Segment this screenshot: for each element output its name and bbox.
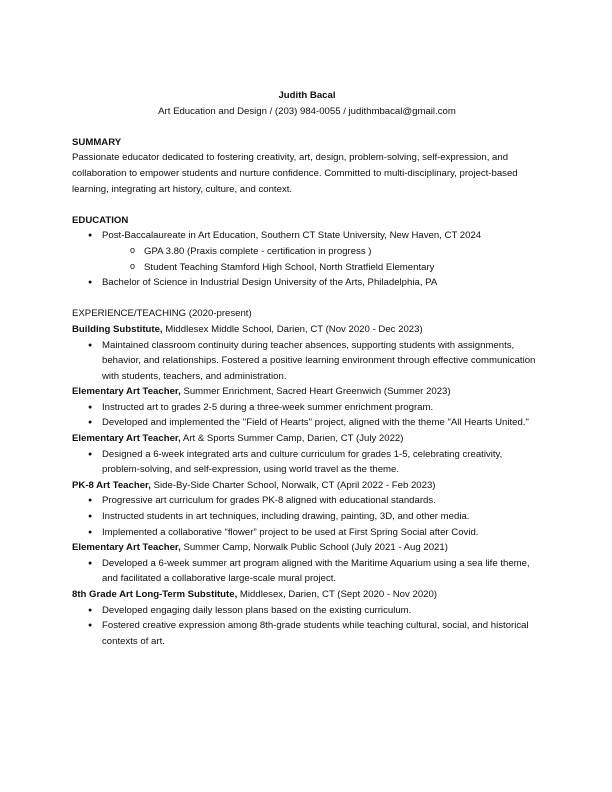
education-item: ● Post-Baccalaureate in Art Education, Southern CT State University, New Haven, CT 2024	[72, 228, 542, 244]
job-bullet: ● Instructed art to grades 2-5 during a three-week summer enrichment program.	[72, 400, 542, 416]
job-bullet: ● Developed a 6-week summer art program aligned with the Maritime Aquarium using a sea life theme, and facilitated a collaborative large-scale mural project.	[72, 556, 542, 587]
job-entry	[72, 587, 542, 649]
job-title: Elementary Art Teacher,	[72, 542, 181, 554]
job-bullet: ● Instructed students in art techniques, including drawing, painting, 3D, and other media.	[72, 509, 542, 525]
summary-heading: SUMMARY	[72, 136, 122, 148]
job-bullet: ● Developed engaging daily lesson plans based on the existing curriculum.	[72, 603, 542, 619]
education-subitem: o GPA 3.80 (Praxis complete - certification in progress )	[72, 244, 542, 260]
job-detail: Side-By-Side Charter School, Norwalk, CT (April 2022 - Feb 2023)	[150, 479, 436, 491]
job-title: Building Substitute,	[72, 323, 163, 335]
job-bullet: ● Maintained classroom continuity during teacher absences, supporting students with assignments, behavior, and relationships. Fostered a positive learning environment through effective communication with students, teachers, and administration.	[72, 338, 542, 385]
job-entry	[72, 540, 542, 587]
job-entry	[72, 431, 542, 478]
resume-page	[72, 88, 542, 649]
job-bullet: ● Designed a 6-week integrated arts and culture curriculum for grades 1-5, celebrating creativity, problem-solving, and self-expression, using world travel as the theme.	[72, 447, 542, 478]
job-detail: Art & Sports Summer Camp, Darien, CT (July 2022)	[180, 433, 404, 445]
education-subitem: o Student Teaching Stamford High School, North Stratfield Elementary	[72, 260, 542, 276]
job-title: Elementary Art Teacher,	[72, 386, 181, 398]
job-detail: Middlesex, Darien, CT (Sept 2020 - Nov 2020)	[237, 589, 438, 600]
job-bullet: ● Implemented a collaborative “flower” project to be used at First Spring Social after Covid.	[72, 525, 542, 541]
job-detail: Summer Enrichment, Sacred Heart Greenwich (Summer 2023)	[180, 386, 451, 398]
job-entry	[72, 322, 542, 384]
job-bullet: ● Developed and implemented the "Field of Hearts" project, aligned with the theme "All Hearts United."	[72, 415, 542, 431]
job-detail: Summer Camp, Norwalk Public School (July 2021 - Aug 2021)	[180, 542, 448, 554]
contact-line: Art Education and Design / (203) 984-0055 / judithmbacal@gmail.com	[158, 105, 456, 117]
job-title: PK-8 Art Teacher,	[72, 479, 151, 491]
job-detail: Middlesex Middle School, Darien, CT (Nov 2020 - Dec 2023)	[162, 323, 423, 335]
candidate-name: Judith Bacal	[278, 90, 336, 101]
job-title: 8th Grade Art Long-Term Substitute,	[72, 589, 238, 600]
job-title: Elementary Art Teacher,	[72, 433, 181, 445]
job-entry	[72, 478, 542, 540]
education-list	[72, 228, 542, 290]
job-entry	[72, 384, 542, 431]
job-bullet: ● Fostered creative expression among 8th-grade students while teaching cultural, social, and historical contexts of art.	[72, 618, 542, 649]
education-item: ● Bachelor of Science in Industrial Design University of the Arts, Philadelphia, PA	[72, 275, 542, 291]
job-bullet: ● Progressive art curriculum for grades PK-8 aligned with educational standards.	[72, 493, 542, 509]
summary-text: Passionate educator dedicated to fostering creativity, art, design, problem-solving, self-expression, and collaboration to empower students and nurture confidence. Committed to multi-disciplinary, project-based learning, integrating art history, culture, and context.	[72, 152, 518, 195]
education-heading: EDUCATION	[72, 214, 129, 226]
experience-heading: EXPERIENCE/TEACHING (2020-present)	[72, 308, 252, 320]
